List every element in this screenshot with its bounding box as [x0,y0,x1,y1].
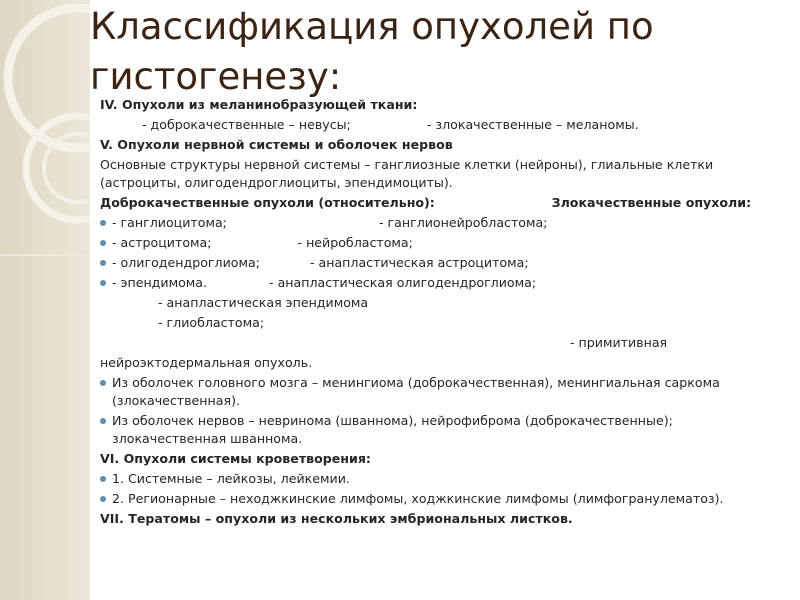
slide-content [100,96,775,530]
tumor-row-left: - олигодендроглиома; [112,255,260,270]
tumor-row-right: - нейробластома; [297,235,413,250]
section-v-column-headings [100,194,775,212]
tumor-extra-2: - глиобластома; [158,315,265,330]
malignant-heading: Злокачественные опухоли: [551,195,752,210]
section-iv-benign: - доброкачественные – невусы; [142,117,351,132]
hematopoietic-item-1: 1. Системные – лейкозы, лейкемии. [100,470,775,488]
decorative-circles [0,0,90,600]
section-iv-row [100,116,775,134]
section-iv-heading: IV. Опухоли из меланинобразующей ткани: [100,97,418,112]
meninges-item: Из оболочек головного мозга – менингиома (доброкачественная), менингиальная саркома (злокачественная). [100,374,775,410]
tumor-row-3 [100,254,775,272]
tumor-extra-1: - анапластическая эпендимома [158,295,369,310]
hematopoietic-item-2: 2. Регионарные – неходжкинские лимфомы, ходжкинские лимфомы (лимфогранулематоз). [100,490,775,508]
benign-heading: Доброкачественные опухоли (относительно): [100,195,435,210]
tumor-row-right: - анапластическая олигодендроглиома; [269,275,537,290]
nerve-sheath-item: Из оболочек нервов – невринома (шваннома), нейрофиброма (доброкачественные); злокачественная шваннома. [100,412,775,448]
tumor-row-right: - ганглионейробластома; [378,215,548,230]
section-v-heading: V. Опухоли нервной системы и оболочек нервов [100,137,453,152]
tumor-row-left: - ганглиоцитома; [112,215,227,230]
tumor-row-2 [100,234,775,252]
pnet-line-b: нейроэктодермальная опухоль. [100,355,313,370]
section-iv-malignant: - злокачественные – меланомы. [426,117,639,132]
pnet-line-a: - примитивная [570,335,668,350]
section-vii-heading: VII. Тератомы – опухоли из нескольких эмбриональных листков. [100,511,573,526]
tumor-row-4 [100,274,775,292]
section-v-intro: Основные структуры нервной системы – ганглиозные клетки (нейроны), глиальные клетки (астроциты, олигодендроглиоциты, эпендимоциты). [100,157,714,190]
tumor-row-left: - эпендимома. [112,275,207,290]
tumor-row-1 [100,214,775,232]
page-title: Классификация опухолей по гистогенезу: [90,5,654,98]
tumor-row-left: - астроцитома; [112,235,212,250]
tumor-row-right: - анапластическая астроцитома; [309,255,529,270]
decorative-side-panel [0,0,90,600]
section-vi-heading: VI. Опухоли системы кроветворения: [100,451,371,466]
